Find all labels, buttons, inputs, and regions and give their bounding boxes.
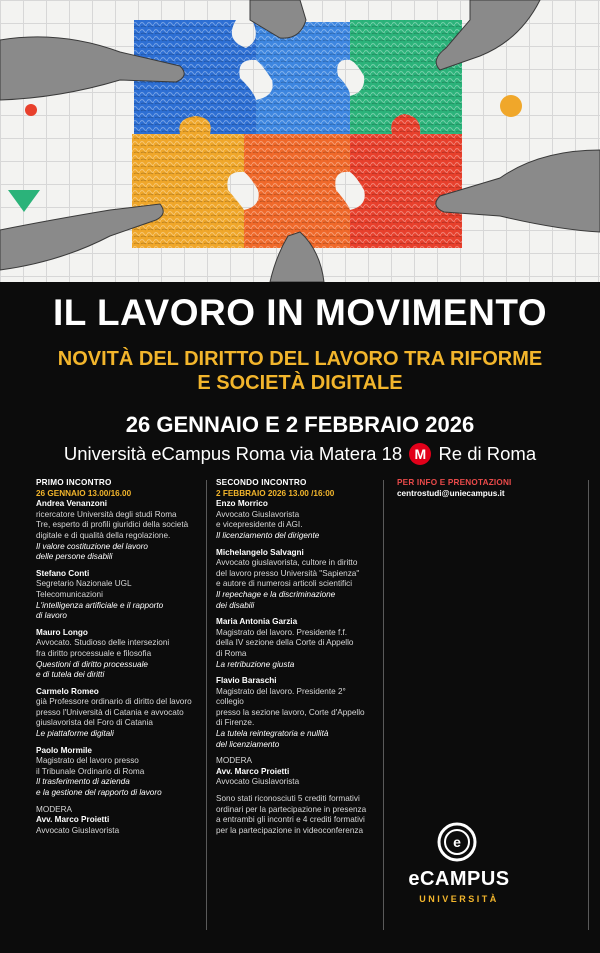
primo-incontro-column xyxy=(36,478,200,836)
moderator-label: MODERA xyxy=(36,804,72,814)
credits-line: Sono stati riconosciuti 5 crediti formativi xyxy=(216,794,360,804)
credits-line: a entrambi gli incontri e 4 crediti formativi xyxy=(216,815,365,825)
talk-title: L'intelligenza artificiale e il rapporto xyxy=(36,600,164,610)
speaker-name: Maria Antonia Garzia xyxy=(216,617,298,627)
primo-heading: PRIMO INCONTRO xyxy=(36,478,112,487)
logo-wordmark: eCAMPUS xyxy=(408,868,510,890)
moderator-name: Avv. Marco Proietti xyxy=(216,766,290,776)
speaker-desc: di Firenze. xyxy=(216,718,255,728)
talk-title: di lavoro xyxy=(36,611,67,621)
speaker-block xyxy=(36,499,200,563)
info-column xyxy=(397,478,567,499)
speaker-desc: Magistrato del lavoro. Presidente 2° collegio xyxy=(216,686,346,707)
speaker-name: Andrea Venanzoni xyxy=(36,499,107,509)
talk-title: e la gestione del rapporto di lavoro xyxy=(36,788,162,798)
column-divider-3 xyxy=(588,480,589,930)
moderator-role: Avvocato Giuslavorista xyxy=(36,825,120,835)
puzzle-piece-lightblue xyxy=(256,22,350,134)
speaker-desc: Tre, esperto di profili giuridici della società xyxy=(36,520,189,530)
event-subtitle xyxy=(0,347,600,395)
moderator-label: MODERA xyxy=(216,756,252,766)
venue-station: Re di Roma xyxy=(438,443,537,464)
puzzle-artwork xyxy=(0,0,600,282)
secondo-incontro-column xyxy=(216,478,373,836)
info-email-link[interactable]: centrostudi@uniecampus.it xyxy=(397,488,505,498)
talk-title: La tutela reintegratoria e nullità xyxy=(216,729,329,739)
speaker-desc: il Tribunale Ordinario di Roma xyxy=(36,766,145,776)
speaker-desc: della IV sezione della Corte di Appello xyxy=(216,638,354,648)
speaker-name: Paolo Mormile xyxy=(36,745,92,755)
info-heading: PER INFO E PRENOTAZIONI xyxy=(397,478,512,487)
talk-title: Il repechage e la discriminazione xyxy=(216,589,336,599)
speaker-desc: Avvocato. Studioso delle intersezioni xyxy=(36,638,170,648)
speaker-name: Stefano Conti xyxy=(36,568,90,578)
speaker-desc: fra diritto processuale e filosofia xyxy=(36,648,152,658)
svg-text:e: e xyxy=(453,834,461,850)
speaker-desc: Avvocato Giuslavorista xyxy=(216,509,300,519)
column-divider-2 xyxy=(383,480,384,930)
talk-title: Questioni di diritto processuale xyxy=(36,659,148,669)
speaker-block xyxy=(216,548,373,612)
hero-illustration xyxy=(0,0,600,282)
moderator-block xyxy=(216,756,373,788)
speaker-block xyxy=(36,569,200,622)
speaker-desc: Magistrato del lavoro. Presidente f.f. xyxy=(216,627,348,637)
speaker-desc: Segretario Nazionale UGL xyxy=(36,579,132,589)
talk-title: delle persone disabili xyxy=(36,552,113,562)
venue-address: Università eCampus Roma via Matera 18 xyxy=(63,443,403,464)
subtitle-line-1: NOVITÀ DEL DIRITTO DEL LAVORO TRA RIFORME xyxy=(57,348,543,370)
speaker-desc: giuslavorista del Foro di Catania xyxy=(36,718,153,728)
ecampus-logo-icon xyxy=(437,822,477,862)
secondo-heading: SECONDO INCONTRO xyxy=(216,478,307,487)
event-venue xyxy=(0,443,600,465)
speaker-desc: Telecomunicazioni xyxy=(36,589,103,599)
green-triangle xyxy=(8,190,40,212)
moderator-name: Avv. Marco Proietti xyxy=(36,815,110,825)
secondo-date: 2 FEBBRAIO 2026 13.00 /16:00 xyxy=(216,488,335,498)
credits-note xyxy=(216,794,373,836)
talk-title: e di tutela dei diritti xyxy=(36,670,105,680)
puzzle-piece-red xyxy=(350,114,462,248)
credits-line: ordinari per la partecipazione in presenza xyxy=(216,804,367,814)
subtitle-line-2: E SOCIETÀ DIGITALE xyxy=(197,372,403,394)
speaker-block xyxy=(216,499,373,541)
talk-title: Il licenziamento del dirigente xyxy=(216,530,320,540)
speaker-name: Carmelo Romeo xyxy=(36,686,99,696)
speaker-desc: presso l'Università di Catania e avvocato xyxy=(36,707,184,717)
talk-title: Il valore costituzione del lavoro xyxy=(36,541,148,551)
event-title: IL LAVORO IN MOVIMENTO xyxy=(52,292,548,333)
metro-icon: M xyxy=(409,443,431,465)
speaker-desc: del lavoro presso Università "Sapienza" xyxy=(216,568,360,578)
speaker-block xyxy=(36,746,200,799)
speaker-desc: digitale e di qualità della regolazione. xyxy=(36,530,171,540)
credits-line: per la partecipazione in videoconferenza xyxy=(216,825,364,835)
speaker-desc: e autore di numerosi articoli scientifici xyxy=(216,579,353,589)
orange-dot xyxy=(500,95,522,117)
speaker-name: Flavio Baraschi xyxy=(216,676,277,686)
moderator-role: Avvocato Giuslavorista xyxy=(216,777,300,787)
moderator-block xyxy=(36,805,200,837)
talk-title: del licenziamento xyxy=(216,739,280,749)
speaker-block xyxy=(36,687,200,740)
speaker-desc: di Roma xyxy=(216,648,247,658)
speaker-desc: presso la sezione lavoro, Corte d'Appello xyxy=(216,707,365,717)
talk-title: dei disabili xyxy=(216,600,255,610)
speaker-desc: e vicepresidente di AGI. xyxy=(216,520,303,530)
puzzle-piece-yellow xyxy=(132,116,244,248)
speaker-desc: ricercatore Università degli studi Roma xyxy=(36,509,177,519)
speaker-name: Mauro Longo xyxy=(36,627,88,637)
red-dot xyxy=(25,104,37,116)
event-dates: 26 GENNAIO E 2 FEBBRAIO 2026 xyxy=(125,412,475,437)
speaker-name: Michelangelo Salvagni xyxy=(216,547,304,557)
talk-title: Il trasferimento di azienda xyxy=(36,777,130,787)
speaker-name: Enzo Morrico xyxy=(216,499,268,509)
speaker-desc: già Professore ordinario di diritto del lavoro xyxy=(36,697,192,707)
column-divider-1 xyxy=(206,480,207,930)
speaker-desc: Magistrato del lavoro presso xyxy=(36,756,139,766)
talk-title: Le piattaforme digitali xyxy=(36,729,114,739)
speaker-block xyxy=(216,617,373,670)
speaker-desc: Avvocato giuslavorista, cultore in diritto xyxy=(216,558,358,568)
speaker-block xyxy=(216,676,373,750)
puzzle-piece-orange xyxy=(244,134,350,248)
speaker-block xyxy=(36,628,200,681)
primo-date: 26 GENNAIO 13.00/16.00 xyxy=(36,488,132,498)
logo-subtitle: UNIVERSITÀ xyxy=(419,894,499,904)
talk-title: La retribuzione giusta xyxy=(216,659,295,669)
